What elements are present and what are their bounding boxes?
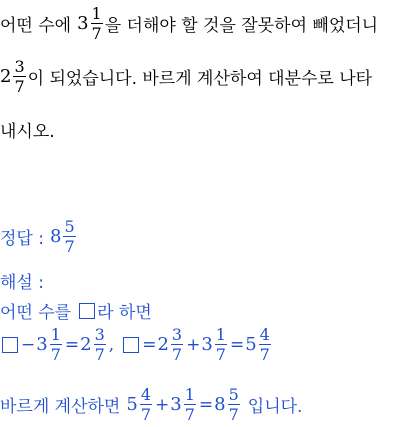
mixed-whole: 2: [0, 66, 12, 87]
fraction: $\frac{5}{7}$: [64, 217, 75, 256]
explanation-equations: − 3 $\frac{1}{7}$ = 2 $\frac{3}{7}$ , = 2 $\frac{3}{7}$ + 3 $\frac{1}{7}$ = 5 $\frac{4}{7}$: [0, 325, 273, 364]
explanation-line-1: 어떤 수를 라 하면: [0, 303, 152, 323]
problem-line-3: [0, 117, 55, 142]
mixed-whole: 3: [77, 13, 89, 34]
fraction: $\frac{4}{7}$: [259, 325, 270, 364]
unknown-box: [79, 303, 95, 319]
problem-text: 내시오.: [0, 122, 55, 142]
fraction: $\frac{3}{7}$: [14, 57, 25, 96]
problem-line-2: [0, 57, 372, 96]
problem-line-1: [0, 4, 378, 43]
unknown-box: [2, 337, 18, 353]
fraction: $\frac{5}{7}$: [228, 385, 239, 424]
unknown-box: [123, 337, 139, 353]
fraction: $\frac{1}{7}$: [91, 4, 102, 43]
fraction: $\frac{1}{7}$: [215, 325, 226, 364]
problem-text: 어떤 수에: [0, 16, 72, 36]
fraction: $\frac{3}{7}$: [94, 325, 105, 364]
problem-text: 을 더해야 할 것을 잘못하여 빼었더니: [104, 16, 379, 36]
fraction: $\frac{1}{7}$: [50, 325, 61, 364]
problem-text: 이 되었습니다. 바르게 계산하여 대분수로 나타: [27, 69, 373, 89]
fraction: $\frac{4}{7}$: [140, 385, 151, 424]
fraction: $\frac{3}{7}$: [171, 325, 183, 364]
answer-line: [0, 217, 78, 256]
explanation-final: 바르게 계산하면 5 $\frac{4}{7}$ + 3 $\frac{1}{7}$ = 8 $\frac{5}{7}$ 입니다.: [0, 385, 303, 424]
mixed-whole: 8: [49, 226, 62, 247]
answer-label: 정답 :: [0, 229, 44, 249]
fraction: $\frac{1}{7}$: [184, 385, 195, 424]
explanation-label-line: [0, 268, 44, 293]
explanation-label: 해설 :: [0, 273, 44, 293]
